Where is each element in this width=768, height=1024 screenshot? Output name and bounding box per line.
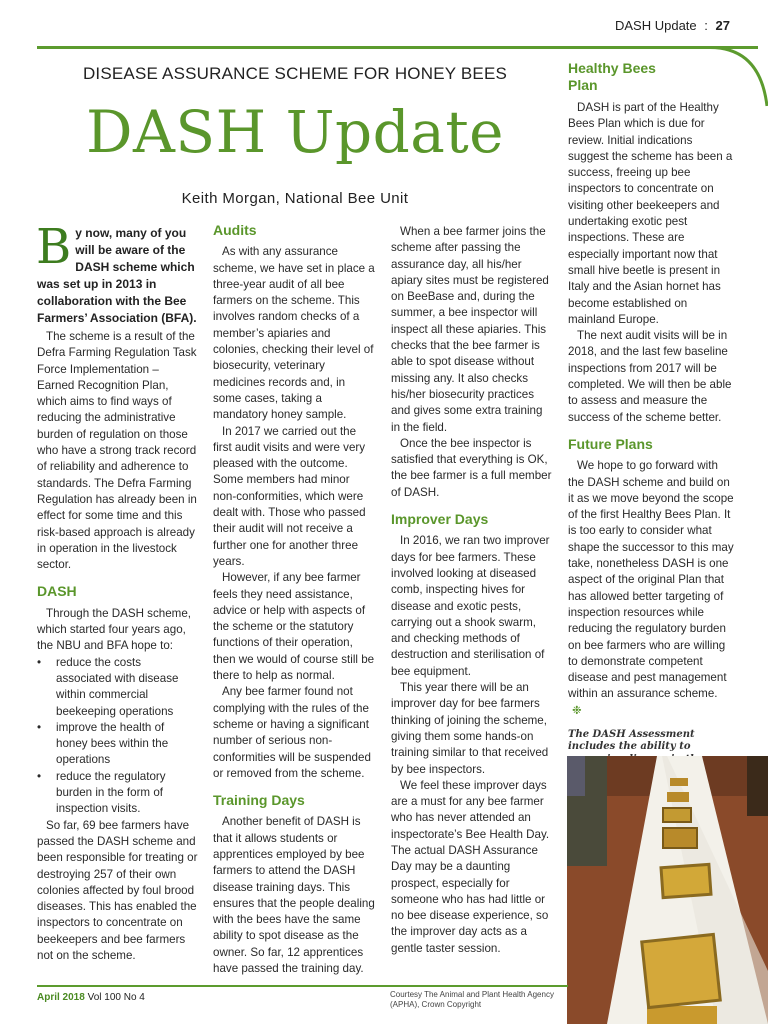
running-header <box>615 18 730 33</box>
footer-rule <box>37 985 568 987</box>
running-title: DASH Update <box>615 18 697 33</box>
body-paragraph: When a bee farmer joins the scheme after passing the assurance day, all his/her apiary sites must be registered on BeeBase and, during the summer, a bee inspector will inspect all these apiaries. This checks that the bee farmer is able to spot disease without missing any. It also checks his/her biosecurity practices and gives some extra training in the field. <box>391 225 549 434</box>
intro-paragraph <box>36 219 199 327</box>
future-plans-text: We hope to go forward with the DASH scheme and build on it as we move beyond the scope of the first Healthy Bees Plan. It is too early to consider what shape the successor to this may take, nonetheless DASH is one aspect of the original Plan that has allowed better targeting of inspection resources while reducing the regulatory burden on bee farmers who are willing to demonstrate competent disease and pest management within an assurance scheme. <box>568 459 734 701</box>
column-3 <box>391 224 554 957</box>
body-paragraph: In 2016, we ran two improver days for bee farmers. These involved looking at diseased comb, inspecting hives for disease and exotic pests, carrying out a shook swarm, and checking methods of destruction and sterilisation of bee equipment. <box>391 534 550 678</box>
intro-text: y now, many of you will be aware of the DASH scheme which was set up in 2013 in collaboration with the Bee Farmers’ Association (BFA). <box>37 226 197 325</box>
list-item: • reduce the regulatory burden in the form of inspection visits. <box>37 769 199 818</box>
body-paragraph: However, if any bee farmer feels they need assistance, advice or help with aspects of the scheme or the statutory functions of their operation, then we would of course still be there to help as normal. <box>213 571 375 683</box>
list-item: • improve the health of honey bees within the operations <box>37 720 199 769</box>
photo-illustration <box>567 756 768 1024</box>
issue-date: April 2018 <box>37 992 85 1003</box>
body-paragraph: Any bee farmer found not complying with the rules of the scheme or having a significant number of serious non-conformities will be suspended or removed from the scheme. <box>213 685 371 780</box>
photo-credit: Courtesy The Animal and Plant Health Agency (APHA), Crown Copyright <box>390 990 554 1009</box>
body-paragraph: Through the DASH scheme, which started four years ago, the NBU and BFA hope to: <box>37 606 191 653</box>
article-title: DASH Update <box>86 98 504 166</box>
body-paragraph: This year there will be an improver day for bee farmers thinking of joining the scheme, giving them some hands-on training similar to that received by bee inspectors. <box>391 681 549 776</box>
photo-caption: The DASH Assessment includes the ability to <box>568 728 695 753</box>
body-paragraph: So far, 69 bee farmers have passed the DASH scheme and been responsible for treating or destroying 257 of their own colonies affected by foul brood diseases. This has enabled the inspectors to concentrate on beekeepers and bee farmers not on the scheme. <box>37 818 198 962</box>
issue-volume: Vol 100 No 4 <box>87 992 145 1003</box>
article-byline: Keith Morgan, National Bee Unit <box>181 190 409 207</box>
footer-issue <box>37 992 145 1003</box>
body-paragraph: We feel these improver days are a must for any bee farmer who has never attended an inspectorate’s Bee Health Day. The actual DASH Assurance Day may be a daunting prospect, especially for someone who has had little or no bee disease experience, so the improver day acts as a gentle taster session. <box>391 778 550 955</box>
column-4 <box>568 60 734 791</box>
article-kicker: DISEASE ASSURANCE SCHEME FOR HONEY BEES <box>82 64 508 83</box>
body-paragraph <box>568 458 734 719</box>
heading-healthy-bees-plan: Healthy Bees Plan <box>568 60 656 93</box>
column-2 <box>213 220 376 977</box>
page-number: 27 <box>715 18 730 33</box>
body-paragraph: Once the bee inspector is satisfied that everything is OK, the bee farmer is a full member of DASH. <box>391 436 552 499</box>
running-separator: : <box>704 18 708 33</box>
heading-dash: DASH <box>37 583 77 600</box>
list-item: • reduce the costs associated with disease within commercial beekeeping operations <box>37 655 199 720</box>
training-day-photo <box>567 756 768 1024</box>
body-paragraph: The scheme is a result of the Defra Farming Regulation Task Force Implementation – Earned Recognition Plan, which aims to find ways of reducing the administrative burden of regulation on those who have a strong track record of reliability and adherence to standards. The Defra Farming Regulation has already been in effect for some time and this risk-based approach is already in operation in the livestock sector. <box>37 330 197 572</box>
drop-cap: B <box>36 219 72 275</box>
end-mark-icon: ❉ <box>572 703 582 717</box>
heading-improver-days: Improver Days <box>391 511 489 528</box>
body-paragraph: As with any assurance scheme, we have set in place a three-year audit of all bee farmers on the scheme. This involves random checks of a member’s apiaries and colonies, checking their level of biosecurity, veterinary medicines records and, in some cases, taking a mandatory honey sample. <box>213 245 375 422</box>
aims-list <box>37 655 199 818</box>
heading-audits: Audits <box>213 222 257 238</box>
body-paragraph: The next audit visits will be in 2018, and the last few baseline inspections from 2017 will be completed. We will then be able to assess and measure the success of the scheme better. <box>568 329 732 424</box>
heading-future-plans: Future Plans <box>568 435 653 452</box>
body-paragraph: In 2017 we carried out the first audit visits and were very pleased with the outcome. Some members had minor non-conformities, which were dealt with. Those who passed their audit will not receive a further one for another three years. <box>213 424 366 568</box>
column-1 <box>36 219 199 964</box>
body-paragraph: DASH is part of the Healthy Bees Plan which is due for review. Initial indications suggest the scheme has been a success, freeing up bee inspectors to concentrate on visiting other beekeepers and undertaking exotic pest inspections. These are especially important now that small hive beetle is present in Italy and the Asian hornet has become established on mainland Europe. <box>568 101 733 326</box>
heading-training-days: Training Days <box>213 792 305 809</box>
body-paragraph: Another benefit of DASH is that it allows students or apprentices employed by bee farmers to attend the DASH disease training days. This ensures that the people dealing with the bees have the same ability to spot disease as the owner. So far, 12 apprentices have passed the training day. <box>213 815 375 976</box>
